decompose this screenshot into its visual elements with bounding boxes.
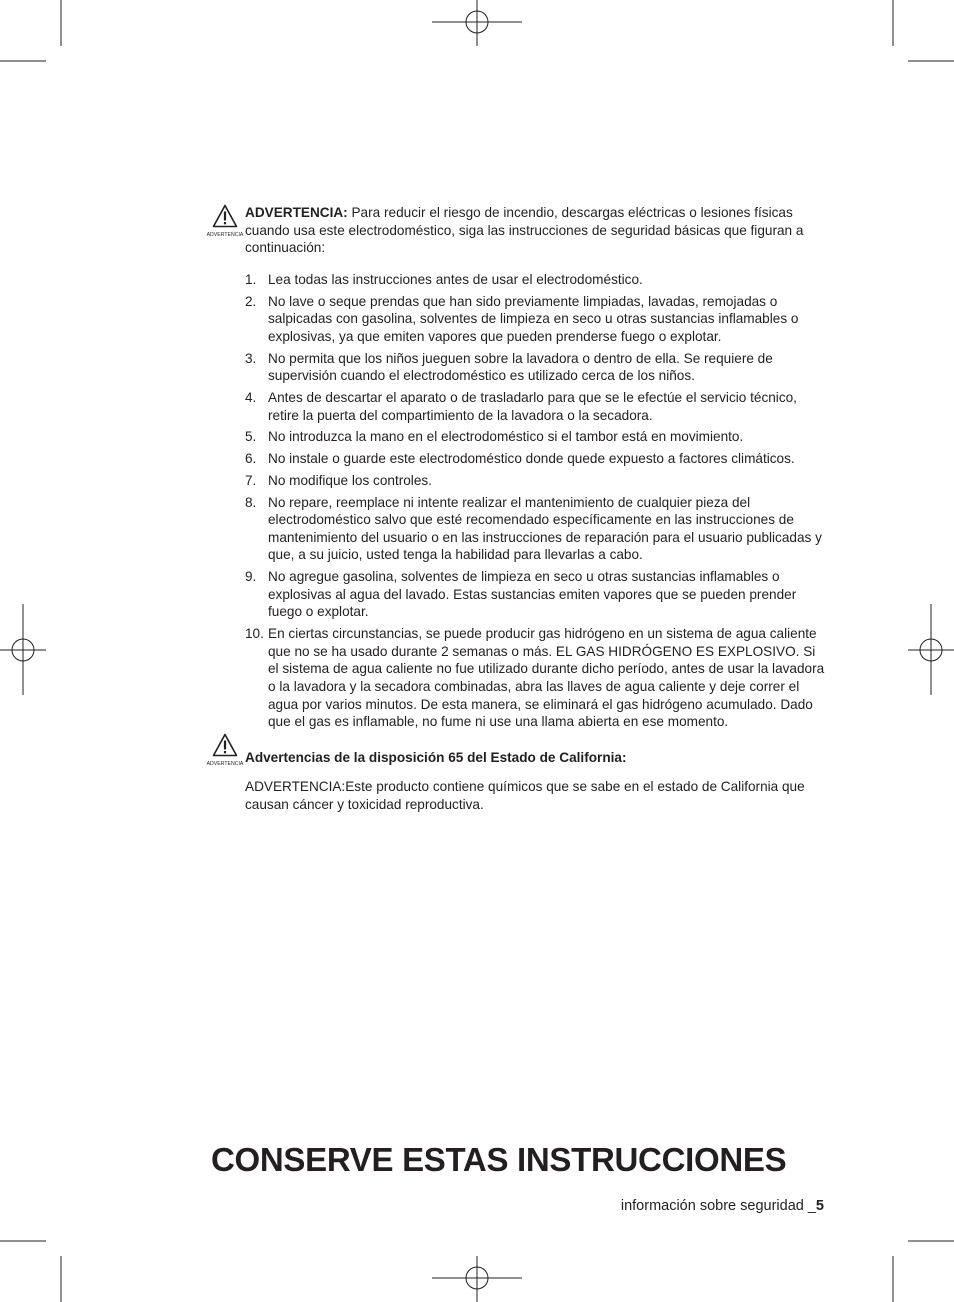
list-item-number: 9. <box>245 569 257 585</box>
list-item-number: 10. <box>245 626 264 642</box>
warning-paragraph <box>206 204 828 257</box>
list-item-text: No lave o seque prendas que han sido previamente limpiadas, lavadas, remojadas o salpicadas con gasolina, solventes de limpieza en seco u otras sustancias inflamables o explosivas, ya que emiten vapores que pueden prenderse fuego o explotar. <box>268 293 799 344</box>
warning-text: Para reducir el riesgo de incendio, descargas eléctricas o lesiones físicas cuando usa este electrodoméstico, siga las instrucciones de seguridad básicas que figuran a continuación: <box>245 205 804 256</box>
list-item-text: Antes de descartar el aparato o de trasladarlo para que se le efectúe el servicio técnico, retire la puerta del compartimiento de la lavadora o la secadora. <box>268 389 797 423</box>
california-text: ADVERTENCIA:Este producto contiene químicos que se sabe en el estado de California que causan cáncer y toxicidad reproductiva. <box>245 779 805 812</box>
list-item-text: No instale o guarde este electrodoméstico donde quede expuesto a factores climáticos. <box>268 451 795 467</box>
list-item-text: En ciertas circunstancias, se puede producir gas hidrógeno en un sistema de agua caliente que no se ha usado durante 2 semanas o más. EL GAS HIDRÓGENO ES EXPLOSIVO. Si el sistema de agua caliente no fue utilizado durante dicho período, antes de usar la lavadora o la lavadora y la secadora combinadas, abra las llaves de agua caliente y deje correr el agua por varios minutos. De esta manera, se eliminará el gas hidrógeno acumulado. Dado que el gas es inflamable, no fume ni use una llama abierta en ese momento. <box>268 626 825 730</box>
list-item-text: No modifique los controles. <box>268 472 432 488</box>
list-item <box>245 625 828 731</box>
list-item-text: No agregue gasolina, solventes de limpieza en seco u otras sustancias inflamables o explosivas al agua del lavado. Estas sustancias emiten vapores que se pueden prender fuego o explotar. <box>268 569 797 620</box>
page-footer <box>621 1198 824 1214</box>
list-item <box>245 568 828 621</box>
list-item <box>245 350 828 385</box>
warning-icon-label: ADVERTENCIA <box>206 232 244 238</box>
list-item-number: 6. <box>245 451 257 467</box>
list-item <box>245 472 828 490</box>
list-item-number: 1. <box>245 271 257 287</box>
list-item-number: 4. <box>245 389 257 405</box>
list-item-number: 3. <box>245 350 257 366</box>
safety-instructions-list <box>206 271 828 731</box>
list-item <box>245 389 828 424</box>
safety-content <box>206 204 828 814</box>
warning-icon-label: ADVERTENCIA <box>206 760 244 767</box>
warning-title: ADVERTENCIA: <box>245 205 348 220</box>
list-item-number: 2. <box>245 293 257 309</box>
list-item <box>245 428 828 446</box>
list-item-number: 5. <box>245 429 257 445</box>
california-warning-heading <box>206 737 828 767</box>
california-title: Advertencias de la disposición 65 del Estado de California: <box>245 749 627 765</box>
warning-icon <box>206 204 244 238</box>
list-item <box>245 271 828 289</box>
list-item-text: No repare, reemplace ni intente realizar el mantenimiento de cualquier pieza del electrodoméstico salvo que esté recomendado específicamente en las instrucciones de mantenimiento del usuario o en las instrucciones de reparación para el usuario publicadas y que, a su juicio, usted tenga la habilidad para llevarlas a cabo. <box>268 494 822 563</box>
page-number: 5 <box>815 1198 824 1214</box>
list-item-text: No permita que los niños jueguen sobre la lavadora o dentro de ella. Se requiere de supervisión cuando el electrodoméstico es utilizado cerca de los niños. <box>268 350 773 384</box>
list-item-text: Lea todas las instrucciones antes de usar el electrodoméstico. <box>268 271 643 287</box>
warning-icon <box>206 733 244 767</box>
list-item-number: 8. <box>245 494 257 510</box>
list-item <box>245 494 828 564</box>
list-item <box>245 450 828 468</box>
section-name: información sobre seguridad _ <box>620 1198 816 1214</box>
list-item-text: No introduzca la mano en el electrodoméstico si el tambor está en movimiento. <box>268 429 744 445</box>
page-title: CONSERVE ESTAS INSTRUCCIONES <box>211 1141 787 1178</box>
list-item <box>245 293 828 346</box>
list-item-number: 7. <box>245 472 257 488</box>
